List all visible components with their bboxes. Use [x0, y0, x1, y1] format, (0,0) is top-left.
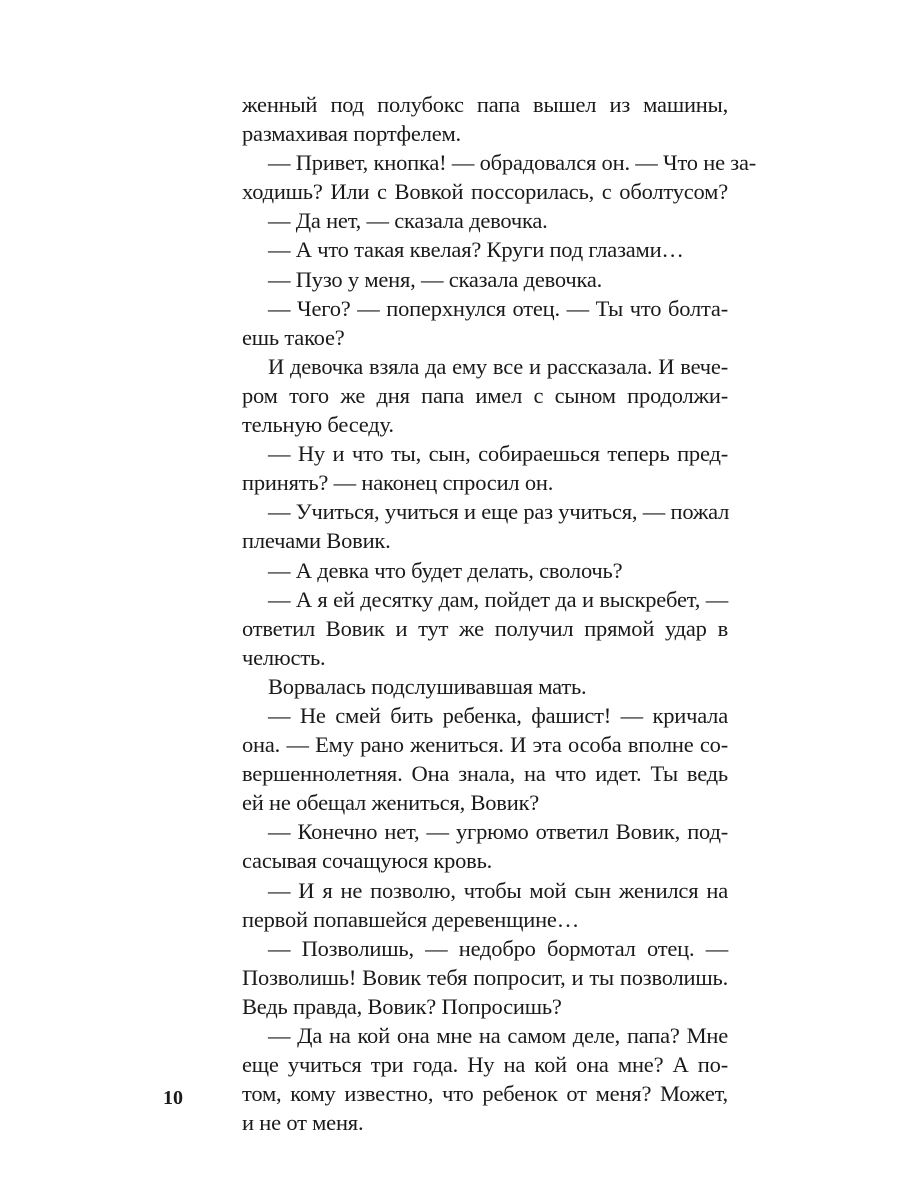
text-line: ром того же дня папа имел с сыном продолжи- [242, 382, 728, 408]
text-line: — Да нет, — сказала девочка. [268, 208, 548, 234]
text-line: сасывая сочащуюся кровь. [242, 848, 493, 874]
text-line: — Пузо у меня, — сказала девочка. [268, 266, 603, 292]
text-line: — А девка что будет делать, сволочь? [268, 557, 623, 583]
text-line: — Чего? — поперхнулся отец. — Ты что болта- [268, 295, 728, 321]
body-text [242, 90, 757, 1137]
text-line: — А я ей десятку дам, пойдет да и выскребет, — [268, 586, 728, 612]
text-line: том, кому известно, что ребенок от меня? Может, [242, 1081, 728, 1107]
text-line: ходишь? Или с Вовкой поссорилась, с оболтусом? [242, 179, 728, 205]
text-line: тельную беседу. [242, 412, 394, 438]
text-line: И девочка взяла да ему все и рассказала. И вече- [268, 353, 728, 379]
text-line: ответил Вовик и тут же получил прямой удар в [242, 615, 728, 641]
text-line: — Учиться, учиться и еще раз учиться, — пожал [268, 499, 730, 525]
text-line: еще учиться три года. Ну на кой она мне? А по- [242, 1052, 728, 1078]
text-line: плечами Вовик. [242, 528, 391, 554]
text-line: размахивая портфелем. [242, 121, 461, 147]
text-line: челюсть. [242, 644, 326, 670]
text-line: Ворвалась подслушивавшая мать. [268, 673, 587, 699]
text-line: — Привет, кнопка! — обрадовался он. — Что не за- [268, 150, 757, 176]
text-line: — И я не позволю, чтобы мой сын женился на [268, 877, 728, 903]
text-line: — Да на кой она мне на самом деле, папа? Мне [268, 1023, 728, 1048]
text-line: первой попавшейся деревенщине… [242, 906, 580, 932]
text-line: она. — Ему рано жениться. И эта особа вполне со- [242, 732, 728, 758]
text-line: — Не смей бить ребенка, фашист! — кричала [268, 702, 728, 728]
text-line: Ведь правда, Вовик? Попросишь? [242, 993, 562, 1019]
text-line: — Позволишь, — недобро бормотал отец. — [268, 935, 728, 961]
text-line: Позволишь! Вовик тебя попросит, и ты позволишь. [242, 964, 728, 990]
text-line: — Ну и что ты, сын, собираешься теперь пред- [268, 441, 728, 467]
text-line: принять? — наконец спросил он. [242, 470, 554, 496]
text-line: и не от меня. [242, 1110, 364, 1136]
text-line: — А что такая квелая? Круги под глазами… [268, 237, 684, 263]
text-line: ей не обещал жениться, Вовик? [242, 790, 540, 816]
page-number: 10 [163, 1087, 183, 1109]
text-line: вершеннолетняя. Она знала, на что идет. Ты ведь [242, 761, 728, 787]
text-line: женный под полубокс папа вышел из машины, [242, 92, 728, 117]
text-line: — Конечно нет, — угрюмо ответил Вовик, под- [268, 819, 728, 845]
text-line: ешь такое? [242, 324, 345, 350]
